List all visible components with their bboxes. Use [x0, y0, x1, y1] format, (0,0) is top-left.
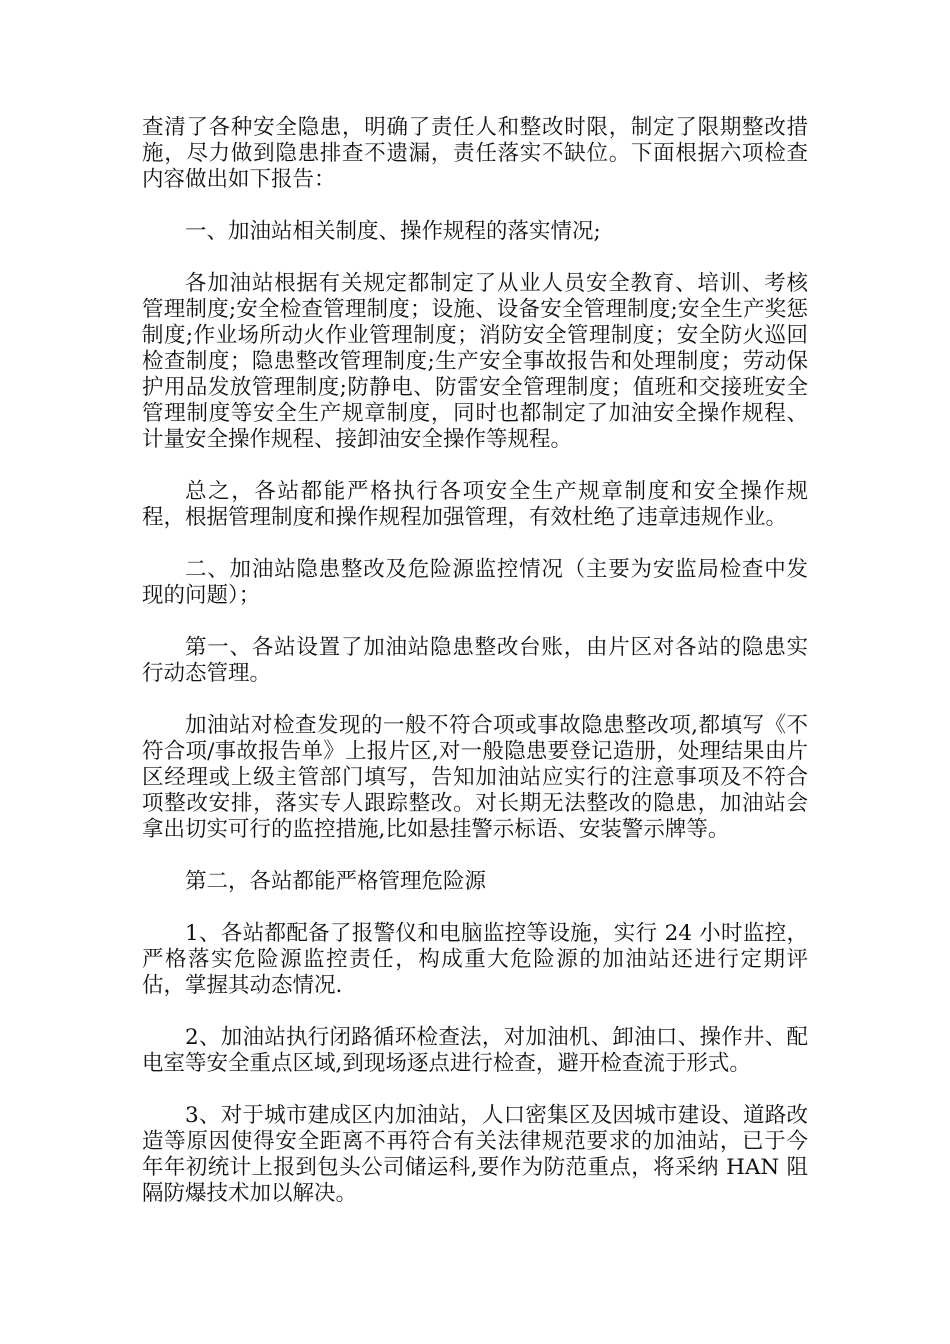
paragraph: 加油站对检查发现的一般不符合项或事故隐患整改项,都填写《不符合项/事故报告单》上报片区,对一般隐患要登记造册，处理结果由片区经理或上级主管部门填写，告知加油站应实行的注意事项及不符合项整改安排，落实专人跟踪整改。对长期无法整改的隐患，加油站会拿出切实可行的监控措施,比如悬挂警示标语、安装警示牌等。	[142, 713, 808, 842]
list-item: 1、各站都配备了报警仪和电脑监控等设施，实行 24 小时监控，严格落实危险源监控责任，构成重大危险源的加油站还进行定期评估，掌握其动态情况.	[142, 921, 808, 998]
section-heading: 二、加油站隐患整改及危险源监控情况（主要为安监局检查中发现的问题）；	[142, 557, 808, 608]
paragraph: 第二，各站都能严格管理危险源	[185, 869, 487, 894]
document-page	[142, 115, 808, 1233]
list-item: 3、对于城市建成区内加油站，人口密集区及因城市建设、道路改造等原因使得安全距离不再符合有关法律规范要求的加油站，已于今年年初统计上报到包头公司储运科,要作为防范重点，将采纳 HAN 阻隔防爆技术加以解决。	[142, 1103, 808, 1206]
paragraph: 第一、各站设置了加油站隐患整改台账，由片区对各站的隐患实行动态管理。	[142, 635, 808, 686]
list-item: 2、加油站执行闭路循环检查法，对加油机、卸油口、操作井、配电室等安全重点区域,到现场逐点进行检查，避开检查流于形式。	[142, 1025, 808, 1076]
paragraph: 总之，各站都能严格执行各项安全生产规章制度和安全操作规程，根据管理制度和操作规程加强管理，有效杜绝了违章违规作业。	[142, 479, 808, 530]
paragraph: 查清了各种安全隐患，明确了责任人和整改时限，制定了限期整改措施，尽力做到隐患排查不遗漏，责任落实不缺位。下面根据六项检查内容做出如下报告：	[142, 115, 808, 192]
section-heading: 一、加油站相关制度、操作规程的落实情况;	[185, 219, 601, 244]
paragraph: 各加油站根据有关规定都制定了从业人员安全教育、培训、考核管理制度;安全检查管理制度；设施、设备安全管理制度;安全生产奖惩制度;作业场所动火作业管理制度；消防安全管理制度；安全防火巡回检查制度；隐患整改管理制度;生产安全事故报告和处理制度；劳动保护用品发放管理制度;防静电、防雷安全管理制度；值班和交接班安全管理制度等安全生产规章制度，同时也都制定了加油安全操作规程、计量安全操作规程、接卸油安全操作等规程。	[142, 271, 808, 452]
